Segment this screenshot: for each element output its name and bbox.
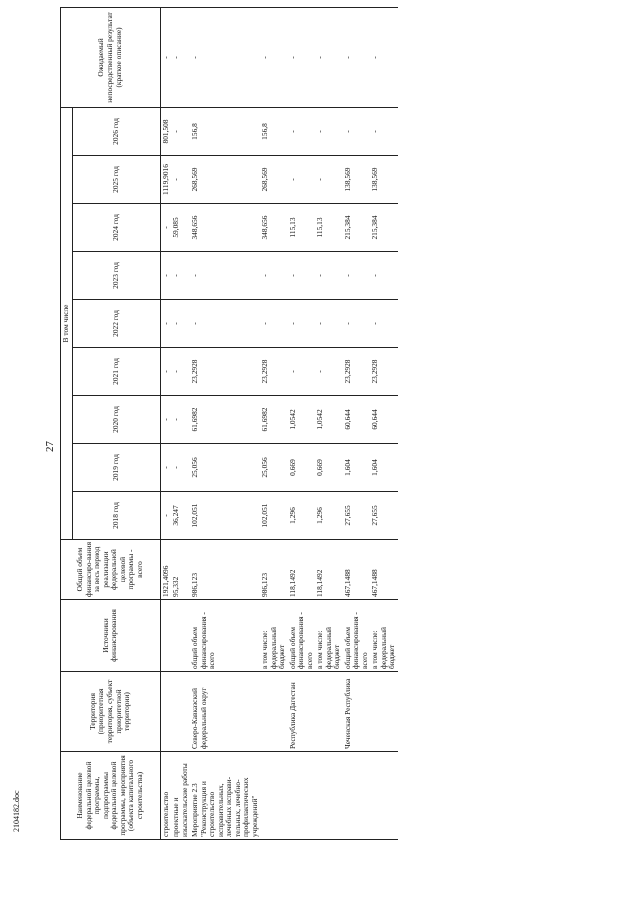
row-year-value: 1119,9016	[160, 156, 171, 204]
row-source: в том числе: федеральный бюджет	[370, 600, 398, 672]
row-result: -	[260, 7, 288, 107]
row-year-value: -	[260, 252, 288, 300]
row-source: общий объем финансирования - всего	[343, 600, 371, 672]
row-year-value: -	[171, 396, 190, 444]
header-year: 2023 год	[72, 252, 160, 300]
row-year-value: -	[190, 300, 260, 348]
row-year-value: -	[370, 300, 398, 348]
row-result: -	[315, 7, 343, 107]
row-total: 95,332	[171, 540, 190, 600]
row-year-value: -	[160, 348, 171, 396]
table-row	[260, 7, 288, 839]
footer-filename: 2104182.doc	[12, 790, 21, 832]
row-year-value: 348,656	[190, 204, 260, 252]
row-year-value: -	[260, 300, 288, 348]
row-year-value: 115,13	[288, 204, 316, 252]
row-year-value: 59,085	[171, 204, 190, 252]
table-row	[160, 7, 171, 839]
row-territory	[171, 672, 190, 752]
row-year-value: 156,8	[260, 107, 288, 155]
row-year-value: -	[171, 107, 190, 155]
row-year-value: 801,508	[160, 107, 171, 155]
row-year-value: 61,6982	[190, 396, 260, 444]
row-year-value: 268,569	[260, 156, 288, 204]
row-name: Мероприятие 2.3 "Реконструкция и строительство исправительных, лечебных исправи-тельных, лечебно-профилактических учреждений"	[190, 752, 260, 840]
header-year: 2026 год	[72, 107, 160, 155]
row-territory	[160, 672, 171, 752]
row-year-value: -	[190, 252, 260, 300]
row-result: -	[171, 7, 190, 107]
table-row	[315, 7, 343, 839]
row-year-value: -	[171, 348, 190, 396]
row-year-value: 1,296	[315, 492, 343, 540]
row-result: -	[288, 7, 316, 107]
row-year-value: 1,604	[370, 444, 398, 492]
row-year-value: -	[288, 107, 316, 155]
row-year-value: 60,644	[370, 396, 398, 444]
row-year-value: 156,8	[190, 107, 260, 155]
row-year-value: -	[160, 396, 171, 444]
row-name: проектные и изыскательские работы	[171, 752, 190, 840]
row-year-value: -	[288, 348, 316, 396]
row-year-value: -	[160, 492, 171, 540]
header-year: 2018 год	[72, 492, 160, 540]
row-year-value: 61,6982	[260, 396, 288, 444]
row-year-value: 60,644	[343, 396, 371, 444]
row-year-value: 25,056	[190, 444, 260, 492]
row-year-value: 1,604	[343, 444, 371, 492]
row-year-value: -	[370, 107, 398, 155]
row-result: -	[343, 7, 371, 107]
row-total: 986,123	[260, 540, 288, 600]
header-year: 2025 год	[72, 156, 160, 204]
row-year-value: -	[315, 300, 343, 348]
header-sources: Источники финансирования	[61, 600, 161, 672]
rotated-table-container	[60, 10, 640, 840]
row-territory	[315, 672, 343, 752]
row-year-value: 102,051	[190, 492, 260, 540]
row-result: -	[370, 7, 398, 107]
table-body	[160, 7, 398, 839]
row-year-value: -	[288, 300, 316, 348]
row-year-value: 115,13	[315, 204, 343, 252]
row-year-value: 268,569	[190, 156, 260, 204]
row-year-value: -	[160, 252, 171, 300]
row-name	[315, 752, 343, 840]
header-result: Ожидаемый непосредственный результат (краткое описание)	[61, 7, 161, 107]
row-source	[160, 600, 171, 672]
row-year-value: 1,0542	[315, 396, 343, 444]
row-year-value: 102,051	[260, 492, 288, 540]
row-result: -	[160, 7, 171, 107]
row-territory: Республика Дагестан	[288, 672, 316, 752]
row-year-value: 348,656	[260, 204, 288, 252]
row-year-value: -	[171, 300, 190, 348]
row-year-value: 27,655	[370, 492, 398, 540]
row-source: в том числе: федеральный бюджет	[260, 600, 288, 672]
row-year-value: -	[160, 204, 171, 252]
table-row	[288, 7, 316, 839]
row-name	[343, 752, 371, 840]
row-source: общий объем финансирования - всего	[288, 600, 316, 672]
row-source: общий объем финансирования - всего	[190, 600, 260, 672]
row-name: строительство	[160, 752, 171, 840]
row-source: в том числе: федеральный бюджет	[315, 600, 343, 672]
row-year-value: 138,569	[343, 156, 371, 204]
row-year-value: 27,655	[343, 492, 371, 540]
row-year-value: 25,056	[260, 444, 288, 492]
row-year-value: -	[171, 156, 190, 204]
row-year-value: -	[343, 107, 371, 155]
row-year-value: 36,247	[171, 492, 190, 540]
header-year: 2021 год	[72, 348, 160, 396]
row-total: 467,1488	[370, 540, 398, 600]
row-year-value: 215,384	[343, 204, 371, 252]
header-year: 2024 год	[72, 204, 160, 252]
row-year-value: -	[343, 300, 371, 348]
row-territory	[370, 672, 398, 752]
row-year-value: -	[315, 156, 343, 204]
row-total: 118,1492	[315, 540, 343, 600]
header-year: 2020 год	[72, 396, 160, 444]
financing-table	[60, 7, 398, 840]
row-year-value: -	[315, 252, 343, 300]
row-year-value: 0,669	[288, 444, 316, 492]
row-year-value: -	[315, 107, 343, 155]
table-row	[370, 7, 398, 839]
row-territory	[260, 672, 288, 752]
row-year-value: -	[171, 252, 190, 300]
row-year-value: 1,296	[288, 492, 316, 540]
row-total: 986,123	[190, 540, 260, 600]
header-year: 2022 год	[72, 300, 160, 348]
row-name	[260, 752, 288, 840]
row-result: -	[190, 7, 260, 107]
row-name	[370, 752, 398, 840]
row-year-value: -	[370, 252, 398, 300]
table-row	[171, 7, 190, 839]
header-name: Наименование федеральной целевой программы, подпрограммы федеральной целевой программы, мероприятия (объекта капитального строительства)	[61, 752, 161, 840]
table-row	[190, 7, 260, 839]
row-year-value: 23,2928	[260, 348, 288, 396]
row-year-value: 1,0542	[288, 396, 316, 444]
row-year-value: -	[171, 444, 190, 492]
row-year-value: 23,2928	[370, 348, 398, 396]
row-year-value: 23,2928	[190, 348, 260, 396]
row-total: 1921,4096	[160, 540, 171, 600]
row-year-value: -	[288, 156, 316, 204]
row-year-value: -	[315, 348, 343, 396]
row-year-value: 0,669	[315, 444, 343, 492]
table-row	[343, 7, 371, 839]
row-territory: Чеченская Республика	[343, 672, 371, 752]
row-year-value: -	[160, 444, 171, 492]
row-total: 118,1492	[288, 540, 316, 600]
row-year-value: 138,569	[370, 156, 398, 204]
page-number: 27	[44, 441, 56, 452]
row-year-value: 215,384	[370, 204, 398, 252]
row-name	[288, 752, 316, 840]
header-including: В том числе	[61, 107, 73, 539]
row-year-value: -	[288, 252, 316, 300]
row-source	[171, 600, 190, 672]
header-territory: Территория (приоритетная территория, субъект приоритетной территории)	[61, 672, 161, 752]
row-year-value: -	[160, 300, 171, 348]
row-year-value: -	[343, 252, 371, 300]
header-total: Общий объем финансиро-вания за весь период реализации федеральной целевой программы - всего	[61, 540, 161, 600]
header-year: 2019 год	[72, 444, 160, 492]
row-territory: Северо-Кавказский федеральный округ	[190, 672, 260, 752]
row-total: 467,1488	[343, 540, 371, 600]
row-year-value: 23,2928	[343, 348, 371, 396]
